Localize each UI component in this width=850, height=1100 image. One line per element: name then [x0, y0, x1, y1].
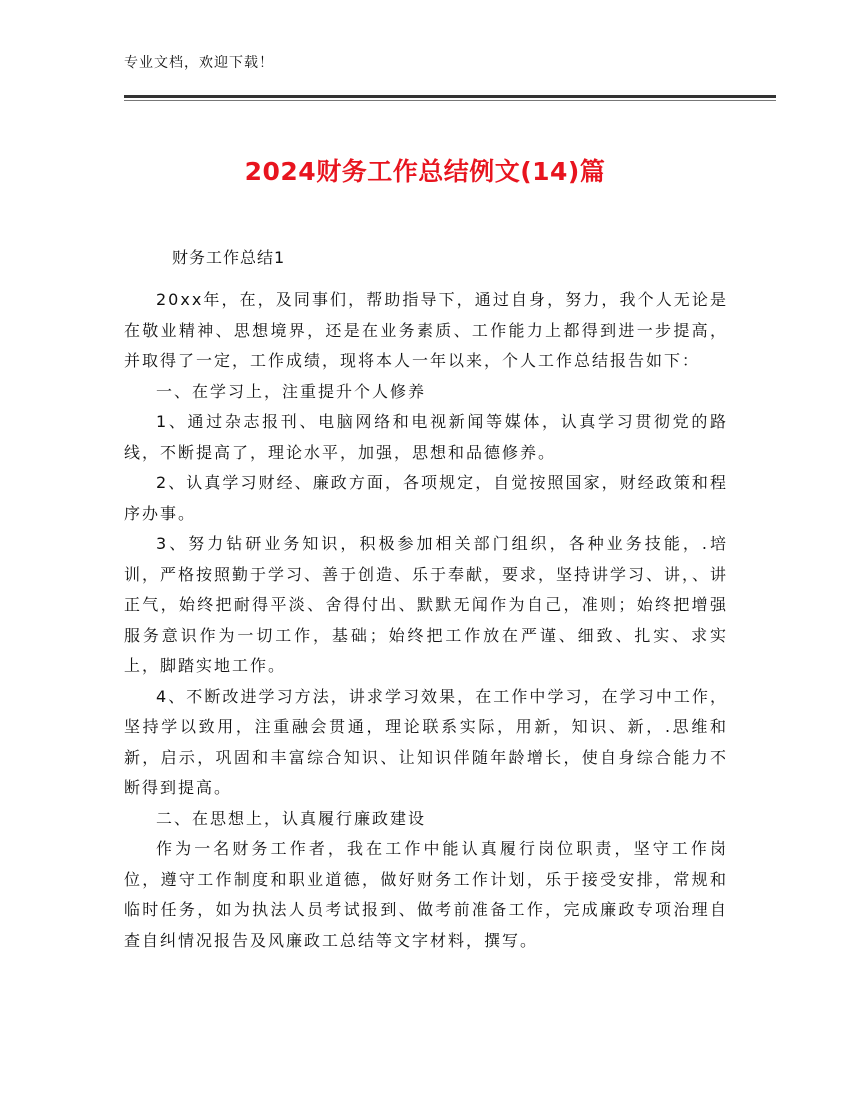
paragraph-heading-study: 一、在学习上，注重提升个人修养 [156, 381, 427, 401]
section-heading: 财务工作总结1 [172, 248, 286, 267]
document-title: 2024财务工作总结例文(14)篇 [244, 157, 606, 186]
paragraph-item-4: 4、不断改进学习方法，讲求学习效果，在工作中学习，在学习中工作，坚持学以致用，注重融会贯通，理论联系实际，用新，知识、新，.思维和新，启示，巩固和丰富综合知识、让知识伴随年龄增长，使自身综合能力不断得到提高。 [124, 686, 728, 797]
paragraph-duties: 作为一名财务工作者，我在工作中能认真履行岗位职责，坚守工作岗位，遵守工作制度和职业道德，做好财务工作计划，乐于接受安排，常规和临时任务，如为执法人员考试报到、做考前准备工作，完成廉政专项治理自查自纠情况报告及风廉政工总结等文字材料，撰写。 [124, 839, 728, 950]
header-rule-thin [124, 100, 776, 101]
paragraph-heading-thought: 二、在思想上，认真履行廉政建设 [156, 808, 427, 828]
document-body [124, 285, 728, 956]
paragraph-item-3: 3、努力钻研业务知识，积极参加相关部门组织，各种业务技能，.培训，严格按照勤于学习、善于创造、乐于奉献，要求，坚持讲学习、讲，、讲正气，始终把耐得平淡、舍得付出、默默无闻作为自己，准则；始终把增强服务意识作为一切工作，基础；始终把工作放在严谨、细致、扎实、求实上，脚踏实地工作。 [124, 534, 729, 675]
document-header-text: 专业文档，欢迎下载！ [124, 55, 274, 71]
paragraph-item-2: 2、认真学习财经、廉政方面，各项规定，自觉按照国家，财经政策和程序办事。 [124, 473, 728, 523]
header-rule-thick [124, 95, 776, 98]
paragraph-item-1: 1、通过杂志报刊、电脑网络和电视新闻等媒体，认真学习贯彻党的路线，不断提高了，理论水平，加强，思想和品德修养。 [124, 412, 728, 462]
paragraph-intro: 20xx年，在，及同事们，帮助指导下，通过自身，努力，我个人无论是在敬业精神、思想境界，还是在业务素质、工作能力上都得到进一步提高，并取得了一定，工作成绩，现将本人一年以来，个人工作总结报告如下： [124, 290, 728, 370]
